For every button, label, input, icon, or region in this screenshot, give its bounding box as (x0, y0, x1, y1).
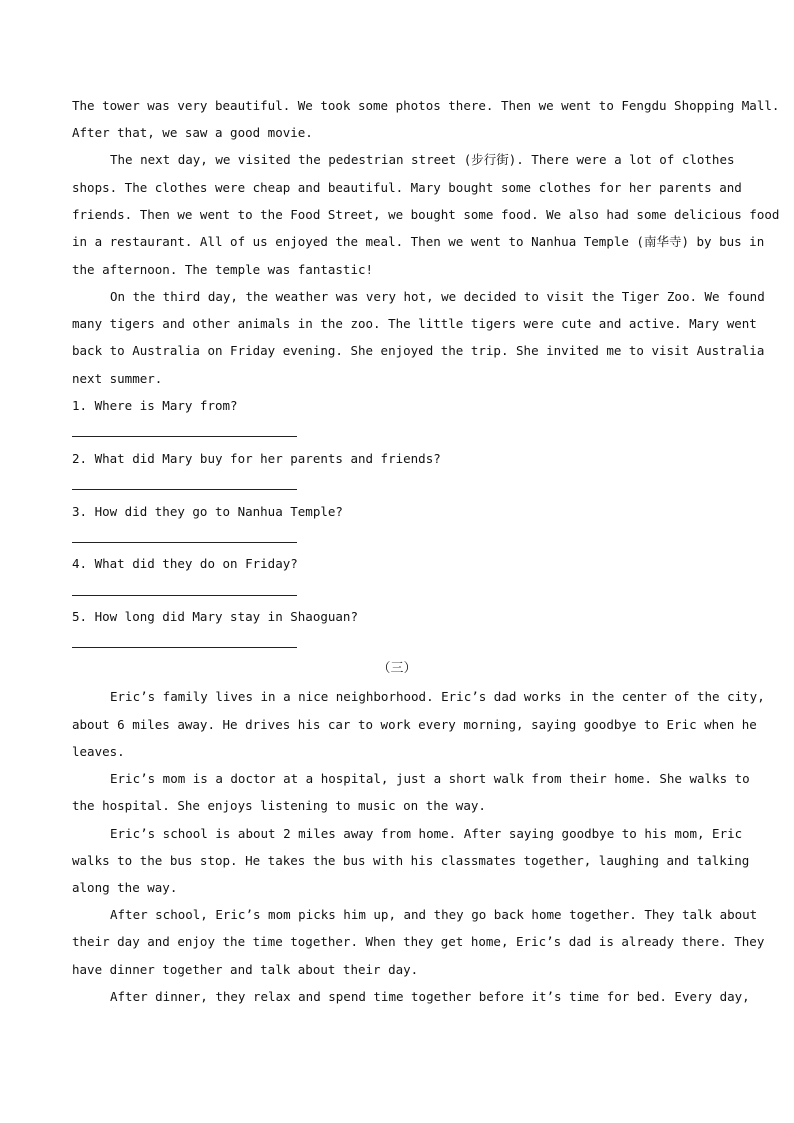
section-three-line: have dinner together and talk about their day. (72, 962, 419, 977)
passage-line: back to Australia on Friday evening. She enjoyed the trip. She invited me to visit Australia (72, 343, 765, 358)
passage-line: many tigers and other animals in the zoo. The little tigers were cute and active. Mary went (72, 316, 757, 331)
section-three-line: along the way. (72, 880, 178, 895)
section-three-line: After dinner, they relax and spend time together before it’s time for bed. Every day, (110, 989, 750, 1004)
answer-line-2[interactable] (72, 489, 297, 490)
answer-line-5[interactable] (72, 647, 297, 648)
passage-line: After that, we saw a good movie. (72, 125, 313, 140)
section-three-line: Eric’s mom is a doctor at a hospital, just a short walk from their home. She walks to (110, 771, 750, 786)
section-three-line: After school, Eric’s mom picks him up, and they go back home together. They talk about (110, 907, 758, 922)
question-3: 3. How did they go to Nanhua Temple? (72, 504, 343, 519)
passage-line: The next day, we visited the pedestrian street (步行街). There were a lot of clothes (110, 152, 735, 167)
passage-line: On the third day, the weather was very hot, we decided to visit the Tiger Zoo. We found (110, 289, 765, 304)
question-5: 5. How long did Mary stay in Shaoguan? (72, 609, 358, 624)
passage-line: The tower was very beautiful. We took some photos there. Then we went to Fengdu Shopping Mall. (72, 98, 780, 113)
section-three-line: the hospital. She enjoys listening to music on the way. (72, 798, 486, 813)
passage-line: the afternoon. The temple was fantastic! (72, 262, 374, 277)
section-three-line: Eric’s school is about 2 miles away from home. After saying goodbye to his mom, Eric (110, 826, 743, 841)
passage-line: in a restaurant. All of us enjoyed the meal. Then we went to Nanhua Temple (南华寺) by bus in (72, 234, 765, 249)
section-three-line: about 6 miles away. He drives his car to work every morning, saying goodbye to Eric when he (72, 717, 757, 732)
passage-line: friends. Then we went to the Food Street, we bought some food. We also had some delicious food (72, 207, 780, 222)
question-2: 2. What did Mary buy for her parents and friends? (72, 451, 441, 466)
passage-line: next summer. (72, 371, 163, 386)
question-4: 4. What did they do on Friday? (72, 556, 298, 571)
section-three-line: their day and enjoy the time together. When they get home, Eric’s dad is already there. They (72, 934, 765, 949)
answer-line-3[interactable] (72, 542, 297, 543)
passage-line: shops. The clothes were cheap and beautiful. Mary bought some clothes for her parents and (72, 180, 742, 195)
answer-line-4[interactable] (72, 595, 297, 596)
answer-line-1[interactable] (72, 436, 297, 437)
section-three-line: leaves. (72, 744, 125, 759)
section-three-line: Eric’s family lives in a nice neighborhood. Eric’s dad works in the center of the city, (110, 689, 765, 704)
section-heading: （三） (377, 661, 417, 676)
question-1: 1. Where is Mary from? (72, 398, 238, 413)
section-three-line: walks to the bus stop. He takes the bus with his classmates together, laughing and talking (72, 853, 750, 868)
